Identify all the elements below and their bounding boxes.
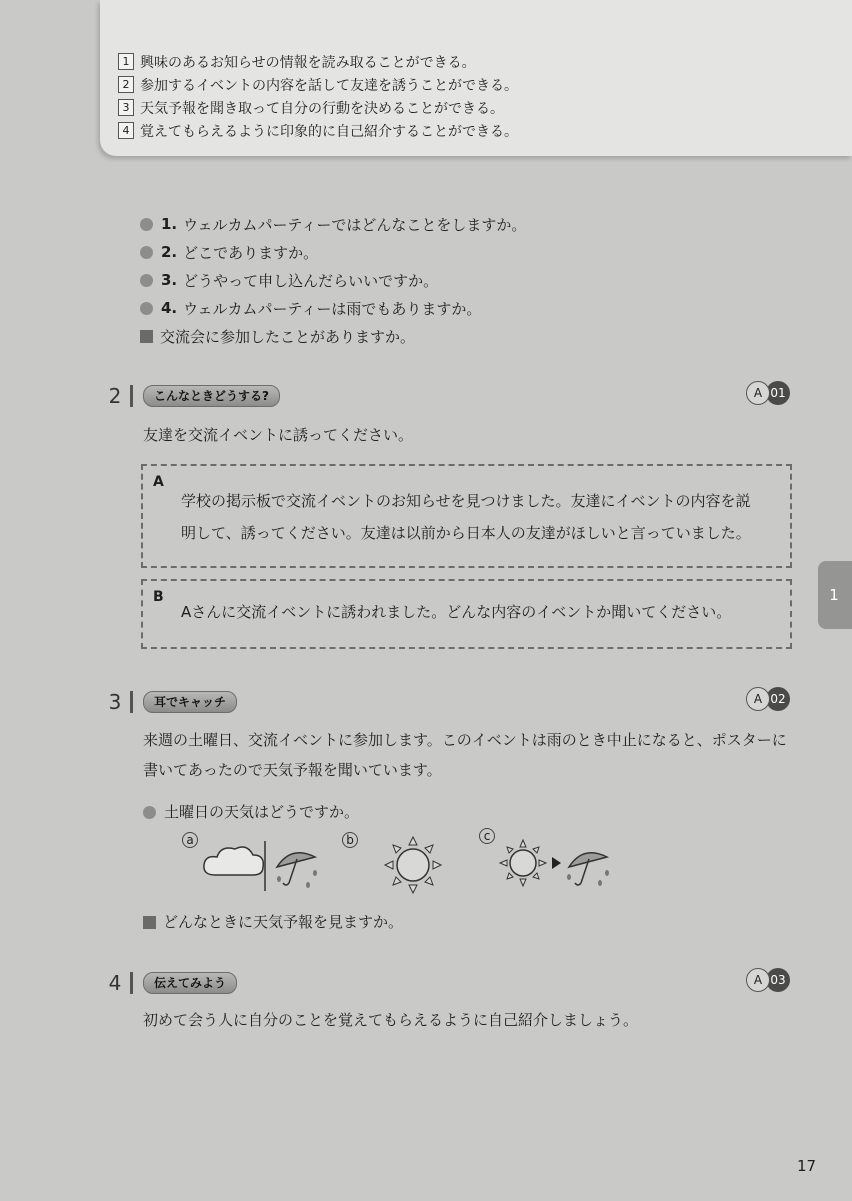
weather-question — [143, 796, 359, 828]
section-3-text-line: 書いてあったので天気予報を聞いています。 — [143, 761, 442, 779]
bullet-dot-icon — [140, 246, 153, 259]
audio-track-number: 03 — [766, 968, 790, 992]
objective-item — [118, 50, 518, 73]
bullet-square-icon — [143, 916, 156, 929]
umbrella-icon — [567, 853, 609, 886]
section-title: 耳でキャッチ — [143, 691, 237, 713]
audio-disc-label: A — [746, 381, 770, 405]
question-list — [140, 210, 526, 350]
section-2-header — [104, 383, 280, 409]
role-card-a — [141, 464, 792, 568]
weather-followup-text: どんなときに天気予報を見ますか。 — [163, 913, 404, 931]
objective-number: 1 — [118, 53, 134, 70]
section-number: 4 — [104, 972, 133, 994]
audio-disc-label: A — [746, 687, 770, 711]
section-3-text-line: 来週の土曜日、交流イベントに参加します。このイベントは雨のとき中止になると、ポスターに — [143, 731, 787, 749]
role-label: B — [153, 589, 164, 605]
audio-track-badge[interactable] — [746, 381, 790, 405]
question-item — [140, 238, 526, 266]
section-2-intro: 友達を交流イベントに誘ってください。 — [143, 426, 414, 444]
choice-b-label: b — [342, 832, 358, 848]
chapter-tab: 1 — [818, 561, 852, 629]
bullet-dot-icon — [140, 274, 153, 287]
weather-illustrations — [195, 835, 655, 895]
objective-text: 天気予報を聞き取って自分の行動を決めることができる。 — [140, 100, 504, 117]
audio-disc-label: A — [746, 968, 770, 992]
weather-followup — [143, 906, 403, 938]
audio-track-number: 02 — [766, 687, 790, 711]
cloud-icon — [204, 847, 263, 875]
question-number: 3. — [161, 271, 178, 289]
bullet-dot-icon — [140, 302, 153, 315]
objective-text: 興味のあるお知らせの情報を読み取ることができる。 — [140, 54, 476, 71]
objective-item — [118, 73, 518, 96]
question-number: 4. — [161, 299, 178, 317]
objectives-panel — [100, 0, 852, 156]
objective-item — [118, 96, 518, 119]
objective-item — [118, 119, 518, 142]
audio-track-number: 01 — [766, 381, 790, 405]
question-item — [140, 210, 526, 238]
question-item — [140, 266, 526, 294]
objective-text: 覚えてもらえるように印象的に自己紹介することができる。 — [140, 123, 518, 140]
choice-c-label: c — [479, 828, 495, 844]
arrow-right-icon — [552, 857, 561, 869]
question-text: 交流会に参加したことがありますか。 — [160, 327, 416, 346]
objective-number: 2 — [118, 76, 134, 93]
audio-track-badge[interactable] — [746, 687, 790, 711]
role-text-line: Aさんに交流イベントに誘われました。どんな内容のイベントか聞いてください。 — [181, 603, 732, 621]
question-item-extra — [140, 322, 526, 350]
audio-track-badge[interactable] — [746, 968, 790, 992]
question-text: どこでありますか。 — [183, 243, 319, 262]
role-text-line: 学校の掲示板で交流イベントのお知らせを見つけました。友達にイベントの内容を説 — [181, 492, 751, 510]
bullet-square-icon — [140, 330, 153, 343]
objective-number: 3 — [118, 99, 134, 116]
objective-number: 4 — [118, 122, 134, 139]
sun-icon — [500, 840, 546, 886]
bullet-dot-icon — [143, 806, 156, 819]
question-text: ウェルカムパーティーは雨でもありますか。 — [183, 299, 482, 318]
section-title: こんなときどうする? — [143, 385, 280, 407]
objectives-list — [118, 50, 518, 142]
question-text: どうやって申し込んだらいいですか。 — [183, 271, 439, 290]
question-text: ウェルカムパーティーではどんなことをしますか。 — [183, 215, 527, 234]
section-title: 伝えてみよう — [143, 972, 237, 994]
bullet-dot-icon — [140, 218, 153, 231]
question-number: 2. — [161, 243, 178, 261]
section-4-header — [104, 970, 237, 996]
role-label: A — [153, 474, 164, 490]
role-text-line: 明して、誘ってください。友達は以前から日本人の友達がほしいと言っていました。 — [181, 524, 751, 542]
sun-icon — [385, 837, 441, 893]
section-number: 2 — [104, 385, 133, 407]
question-number: 1. — [161, 215, 178, 233]
umbrella-icon — [277, 853, 317, 888]
question-item — [140, 294, 526, 322]
section-3-header — [104, 689, 237, 715]
weather-question-text: 土曜日の天気はどうですか。 — [164, 803, 360, 821]
section-4-text: 初めて会う人に自分のことを覚えてもらえるように自己紹介しましょう。 — [143, 1011, 639, 1029]
choice-a-label: a — [182, 832, 198, 848]
objective-text: 参加するイベントの内容を話して友達を誘うことができる。 — [140, 77, 518, 94]
page-number: 17 — [797, 1157, 817, 1175]
section-number: 3 — [104, 691, 133, 713]
role-card-b — [141, 579, 792, 649]
